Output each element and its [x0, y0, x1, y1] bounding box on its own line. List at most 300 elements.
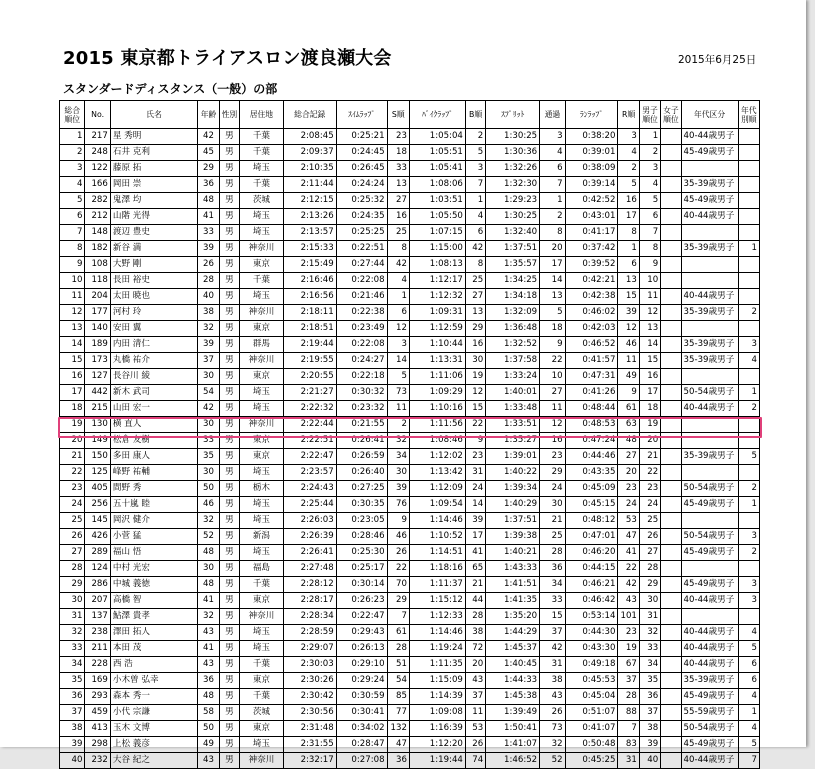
- table-cell: 2:18:51: [283, 321, 336, 337]
- table-cell: 1: [387, 289, 409, 305]
- table-cell: 1:12:20: [409, 737, 465, 753]
- table-cell: 211: [85, 641, 110, 657]
- table-cell: 8: [465, 257, 485, 273]
- table-cell: 28: [387, 641, 409, 657]
- table-cell: 男: [219, 529, 239, 545]
- table-cell: 40-44歳男子: [681, 129, 738, 145]
- table-cell: 玉木 文博: [110, 721, 198, 737]
- table-cell: 1:13:31: [409, 353, 465, 369]
- table-cell: 23: [465, 449, 485, 465]
- table-cell: 2: [639, 145, 660, 161]
- table-cell: 15: [618, 289, 639, 305]
- table-cell: [661, 209, 681, 225]
- table-cell: [661, 673, 681, 689]
- table-cell: 31: [639, 609, 660, 625]
- table-cell: 169: [85, 673, 110, 689]
- table-cell: 埼玉: [240, 161, 284, 177]
- table-cell: 35: [198, 449, 219, 465]
- table-cell: 0:46:52: [565, 337, 618, 353]
- table-cell: 48: [198, 689, 219, 705]
- table-cell: 1: [738, 385, 759, 401]
- table-row: [60, 625, 760, 641]
- table-cell: 25: [60, 513, 85, 529]
- table-cell: 10: [639, 273, 660, 289]
- table-cell: 24: [465, 481, 485, 497]
- table-cell: 0:46:20: [565, 545, 618, 561]
- table-cell: 1:32:30: [486, 177, 540, 193]
- table-cell: [681, 225, 738, 241]
- table-cell: 150: [85, 449, 110, 465]
- column-header: ｽｲﾑﾗｯﾌﾟ: [336, 101, 387, 129]
- table-cell: [661, 417, 681, 433]
- table-cell: 男: [219, 641, 239, 657]
- table-cell: 12: [639, 305, 660, 321]
- table-cell: 21: [540, 513, 565, 529]
- table-cell: 1:14:39: [409, 689, 465, 705]
- table-cell: 3: [465, 161, 485, 177]
- table-cell: 52: [540, 753, 565, 769]
- table-cell: 1:14:51: [409, 545, 465, 561]
- table-row: [60, 305, 760, 321]
- table-cell: 49: [618, 369, 639, 385]
- table-cell: 1:13:42: [409, 465, 465, 481]
- table-cell: 21: [465, 577, 485, 593]
- table-cell: 男: [219, 657, 239, 673]
- table-cell: 17: [465, 529, 485, 545]
- table-cell: 77: [387, 705, 409, 721]
- table-cell: 1:16:39: [409, 721, 465, 737]
- table-cell: 11: [387, 401, 409, 417]
- table-cell: 男: [219, 241, 239, 257]
- table-cell: 0:22:38: [336, 305, 387, 321]
- table-cell: 42: [540, 641, 565, 657]
- table-cell: 0:44:46: [565, 449, 618, 465]
- table-cell: 41: [198, 641, 219, 657]
- table-cell: [661, 161, 681, 177]
- table-cell: 8: [387, 241, 409, 257]
- table-cell: 1:32:09: [486, 305, 540, 321]
- table-cell: 0:28:46: [336, 529, 387, 545]
- table-cell: 0:47:01: [565, 529, 618, 545]
- table-cell: 37: [198, 353, 219, 369]
- table-cell: 0:51:07: [565, 705, 618, 721]
- table-cell: 3: [618, 129, 639, 145]
- table-cell: 61: [618, 401, 639, 417]
- table-cell: 4: [738, 353, 759, 369]
- table-cell: 0:42:38: [565, 289, 618, 305]
- table-cell: 福島: [240, 561, 284, 577]
- column-header: 氏名: [110, 101, 198, 129]
- table-cell: 2:22:47: [283, 449, 336, 465]
- table-cell: 0:26:45: [336, 161, 387, 177]
- table-cell: 6: [387, 305, 409, 321]
- table-cell: 男: [219, 321, 239, 337]
- table-cell: 男: [219, 721, 239, 737]
- table-cell: 福山 悟: [110, 545, 198, 561]
- table-cell: 124: [85, 561, 110, 577]
- table-cell: 0:47:24: [565, 433, 618, 449]
- table-cell: 長谷川 綾: [110, 369, 198, 385]
- table-cell: 25: [465, 273, 485, 289]
- table-cell: 千葉: [240, 177, 284, 193]
- table-cell: 12: [618, 321, 639, 337]
- table-cell: 37: [465, 689, 485, 705]
- table-cell: 群馬: [240, 337, 284, 353]
- table-cell: 37: [540, 625, 565, 641]
- table-cell: 東京: [240, 257, 284, 273]
- table-cell: 21: [60, 449, 85, 465]
- table-cell: 1:29:23: [486, 193, 540, 209]
- table-cell: 7: [387, 609, 409, 625]
- table-cell: 33: [198, 225, 219, 241]
- table-cell: 3: [738, 337, 759, 353]
- table-cell: 40-44歳男子: [681, 401, 738, 417]
- table-cell: 埼玉: [240, 497, 284, 513]
- table-cell: 27: [639, 545, 660, 561]
- table-cell: 1:15:00: [409, 241, 465, 257]
- table-cell: 2:19:55: [283, 353, 336, 369]
- table-cell: 20: [540, 241, 565, 257]
- table-cell: 2:26:03: [283, 513, 336, 529]
- table-cell: 51: [387, 657, 409, 673]
- table-cell: 4: [738, 625, 759, 641]
- table-cell: 140: [85, 321, 110, 337]
- table-cell: 33: [540, 593, 565, 609]
- table-cell: 千葉: [240, 577, 284, 593]
- table-cell: 26: [60, 529, 85, 545]
- table-cell: 2:29:07: [283, 641, 336, 657]
- table-cell: 2:15:33: [283, 241, 336, 257]
- table-cell: 千葉: [240, 129, 284, 145]
- table-cell: 鮎澤 貴孝: [110, 609, 198, 625]
- table-cell: 38: [198, 305, 219, 321]
- table-cell: 122: [85, 161, 110, 177]
- table-cell: 18: [540, 321, 565, 337]
- table-cell: 14: [639, 337, 660, 353]
- table-cell: 32: [540, 737, 565, 753]
- table-cell: [661, 145, 681, 161]
- table-cell: 6: [465, 225, 485, 241]
- table-cell: 13: [465, 305, 485, 321]
- table-cell: 0:22:47: [336, 609, 387, 625]
- table-cell: 1:12:33: [409, 609, 465, 625]
- table-cell: 38: [465, 625, 485, 641]
- table-cell: 39: [60, 737, 85, 753]
- table-cell: 37: [639, 705, 660, 721]
- table-cell: 13: [540, 289, 565, 305]
- table-cell: 28: [465, 609, 485, 625]
- table-cell: 5: [618, 177, 639, 193]
- table-cell: 埼玉: [240, 513, 284, 529]
- table-row: [60, 705, 760, 721]
- table-cell: 0:45:15: [565, 497, 618, 513]
- table-cell: 426: [85, 529, 110, 545]
- table-cell: 男: [219, 273, 239, 289]
- table-cell: 212: [85, 209, 110, 225]
- table-cell: 男: [219, 289, 239, 305]
- table-row: [60, 433, 760, 449]
- table-cell: 36: [639, 689, 660, 705]
- table-cell: 33: [387, 161, 409, 177]
- table-row: [60, 401, 760, 417]
- document-title: 2015 東京都トライアスロン渡良瀬大会: [63, 48, 392, 69]
- table-cell: 76: [387, 497, 409, 513]
- table-cell: 男: [219, 145, 239, 161]
- table-cell: 5: [387, 369, 409, 385]
- table-cell: 8: [639, 241, 660, 257]
- table-cell: 0:23:32: [336, 401, 387, 417]
- table-cell: 山階 光得: [110, 209, 198, 225]
- table-cell: 2:22:44: [283, 417, 336, 433]
- table-cell: 67: [618, 657, 639, 673]
- table-cell: 16: [639, 369, 660, 385]
- column-header: 総合記録: [283, 101, 336, 129]
- table-cell: 30: [198, 465, 219, 481]
- table-cell: 7: [738, 753, 759, 769]
- table-cell: 0:26:13: [336, 641, 387, 657]
- table-cell: 73: [387, 385, 409, 401]
- table-row: [60, 497, 760, 513]
- table-cell: 1:45:38: [486, 689, 540, 705]
- table-cell: 2:31:55: [283, 737, 336, 753]
- table-cell: 207: [85, 593, 110, 609]
- table-cell: 5: [639, 193, 660, 209]
- table-cell: 1:34:18: [486, 289, 540, 305]
- table-cell: 茨城: [240, 193, 284, 209]
- table-cell: 22: [618, 561, 639, 577]
- table-cell: 2:28:12: [283, 577, 336, 593]
- table-cell: 6: [738, 673, 759, 689]
- table-cell: 2:27:48: [283, 561, 336, 577]
- table-cell: 3: [639, 161, 660, 177]
- table-cell: 1:40:29: [486, 497, 540, 513]
- table-cell: 43: [198, 657, 219, 673]
- table-cell: 男: [219, 545, 239, 561]
- table-cell: 12: [540, 417, 565, 433]
- table-cell: 1:30:25: [486, 129, 540, 145]
- table-cell: 23: [618, 481, 639, 497]
- table-cell: 神奈川: [240, 417, 284, 433]
- table-cell: 1:35:57: [486, 257, 540, 273]
- table-cell: 峰野 祐輔: [110, 465, 198, 481]
- table-cell: 17: [60, 385, 85, 401]
- table-cell: 24: [639, 497, 660, 513]
- table-cell: 459: [85, 705, 110, 721]
- table-cell: 217: [85, 129, 110, 145]
- table-cell: 42: [198, 129, 219, 145]
- table-cell: [738, 561, 759, 577]
- table-cell: 2: [60, 145, 85, 161]
- table-cell: 1:33:48: [486, 401, 540, 417]
- table-cell: 0:47:31: [565, 369, 618, 385]
- table-cell: 14: [387, 353, 409, 369]
- table-cell: 22: [387, 561, 409, 577]
- table-cell: [661, 545, 681, 561]
- table-cell: 50-54歳男子: [681, 529, 738, 545]
- table-cell: 50-54歳男子: [681, 721, 738, 737]
- table-cell: 22: [60, 465, 85, 481]
- table-cell: [661, 737, 681, 753]
- table-cell: [681, 513, 738, 529]
- table-cell: 37: [618, 673, 639, 689]
- table-cell: 28: [639, 561, 660, 577]
- table-cell: 0:41:07: [565, 721, 618, 737]
- table-cell: 2:11:44: [283, 177, 336, 193]
- table-cell: 12: [387, 321, 409, 337]
- table-cell: 東京: [240, 721, 284, 737]
- table-cell: 安田 翼: [110, 321, 198, 337]
- table-cell: 40-44歳男子: [681, 593, 738, 609]
- table-cell: 男: [219, 449, 239, 465]
- table-cell: 0:22:18: [336, 369, 387, 385]
- table-cell: 東京: [240, 673, 284, 689]
- table-cell: 男: [219, 353, 239, 369]
- table-cell: 0:25:32: [336, 193, 387, 209]
- table-cell: 31: [540, 657, 565, 673]
- table-cell: 43: [198, 753, 219, 769]
- table-cell: 0:46:02: [565, 305, 618, 321]
- table-cell: 17: [639, 385, 660, 401]
- table-cell: 1:19:44: [409, 753, 465, 769]
- table-cell: 35: [60, 673, 85, 689]
- table-cell: 20: [639, 433, 660, 449]
- table-cell: 男: [219, 401, 239, 417]
- table-cell: 1:40:01: [486, 385, 540, 401]
- table-cell: 15: [465, 401, 485, 417]
- table-cell: 上松 義彦: [110, 737, 198, 753]
- table-cell: 埼玉: [240, 465, 284, 481]
- table-cell: 0:23:05: [336, 513, 387, 529]
- table-cell: 埼玉: [240, 401, 284, 417]
- table-cell: [661, 593, 681, 609]
- table-cell: 2:18:11: [283, 305, 336, 321]
- table-cell: 47: [387, 737, 409, 753]
- table-row: [60, 321, 760, 337]
- table-cell: 47: [618, 529, 639, 545]
- table-cell: [661, 689, 681, 705]
- table-cell: 0:48:53: [565, 417, 618, 433]
- table-cell: 4: [387, 273, 409, 289]
- table-cell: 1: [465, 193, 485, 209]
- table-cell: [681, 417, 738, 433]
- table-cell: 215: [85, 401, 110, 417]
- table-cell: 1:46:52: [486, 753, 540, 769]
- table-cell: 1:10:52: [409, 529, 465, 545]
- table-cell: 0:45:53: [565, 673, 618, 689]
- table-cell: 16: [465, 337, 485, 353]
- table-cell: [681, 465, 738, 481]
- table-cell: 3: [738, 593, 759, 609]
- table-cell: [681, 369, 738, 385]
- table-cell: 2:21:27: [283, 385, 336, 401]
- table-cell: 6: [540, 161, 565, 177]
- table-cell: 1:43:33: [486, 561, 540, 577]
- table-cell: 29: [387, 593, 409, 609]
- table-row: [60, 417, 760, 433]
- table-cell: [738, 369, 759, 385]
- table-cell: 千葉: [240, 657, 284, 673]
- table-cell: 24: [618, 497, 639, 513]
- table-cell: 7: [618, 721, 639, 737]
- table-cell: 4: [465, 209, 485, 225]
- table-cell: [661, 289, 681, 305]
- column-header: 通過: [540, 101, 565, 129]
- table-cell: 405: [85, 481, 110, 497]
- table-cell: 男: [219, 593, 239, 609]
- table-cell: 長田 裕史: [110, 273, 198, 289]
- table-cell: 0:26:40: [336, 465, 387, 481]
- table-row: [60, 465, 760, 481]
- table-cell: 30: [198, 561, 219, 577]
- table-cell: 34: [639, 657, 660, 673]
- table-cell: 45-49歳男子: [681, 545, 738, 561]
- table-cell: 7: [639, 225, 660, 241]
- table-cell: 1:40:45: [486, 657, 540, 673]
- table-row: [60, 529, 760, 545]
- table-cell: 27: [465, 289, 485, 305]
- table-cell: 中城 義徳: [110, 577, 198, 593]
- table-cell: 8: [60, 241, 85, 257]
- table-row: [60, 145, 760, 161]
- table-cell: 2: [618, 161, 639, 177]
- table-cell: 9: [387, 513, 409, 529]
- table-cell: 0:49:18: [565, 657, 618, 673]
- table-cell: 男: [219, 337, 239, 353]
- table-cell: 13: [639, 321, 660, 337]
- table-cell: 26: [387, 545, 409, 561]
- table-cell: 1:08:06: [409, 177, 465, 193]
- table-cell: 新谷 満: [110, 241, 198, 257]
- table-row: [60, 385, 760, 401]
- table-cell: 8: [540, 225, 565, 241]
- table-cell: 千葉: [240, 689, 284, 705]
- table-cell: 男: [219, 689, 239, 705]
- table-cell: 男: [219, 417, 239, 433]
- table-cell: 14: [60, 337, 85, 353]
- table-cell: 2: [465, 129, 485, 145]
- table-cell: 101: [618, 609, 639, 625]
- table-cell: 1: [639, 129, 660, 145]
- table-cell: 男: [219, 561, 239, 577]
- table-cell: 1:19:24: [409, 641, 465, 657]
- table-cell: 小代 宗謙: [110, 705, 198, 721]
- table-cell: 丸橋 祐介: [110, 353, 198, 369]
- table-cell: 東京: [240, 593, 284, 609]
- table-cell: 2:26:39: [283, 529, 336, 545]
- table-cell: 1:34:25: [486, 273, 540, 289]
- table-cell: 36: [540, 561, 565, 577]
- table-cell: [738, 161, 759, 177]
- table-cell: 1:30:25: [486, 209, 540, 225]
- table-cell: 埼玉: [240, 641, 284, 657]
- table-cell: 63: [618, 417, 639, 433]
- table-cell: 132: [387, 721, 409, 737]
- table-cell: 0:26:41: [336, 433, 387, 449]
- table-cell: 9: [465, 433, 485, 449]
- table-cell: 21: [639, 449, 660, 465]
- table-cell: 本田 茂: [110, 641, 198, 657]
- table-cell: [661, 449, 681, 465]
- table-cell: [661, 465, 681, 481]
- table-cell: 0:22:08: [336, 273, 387, 289]
- table-cell: 1:37:58: [486, 353, 540, 369]
- table-cell: [661, 273, 681, 289]
- table-cell: 2:32:17: [283, 753, 336, 769]
- table-cell: 27: [540, 385, 565, 401]
- column-header: No.: [85, 101, 110, 129]
- table-cell: 男: [219, 497, 239, 513]
- table-cell: 2:28:34: [283, 609, 336, 625]
